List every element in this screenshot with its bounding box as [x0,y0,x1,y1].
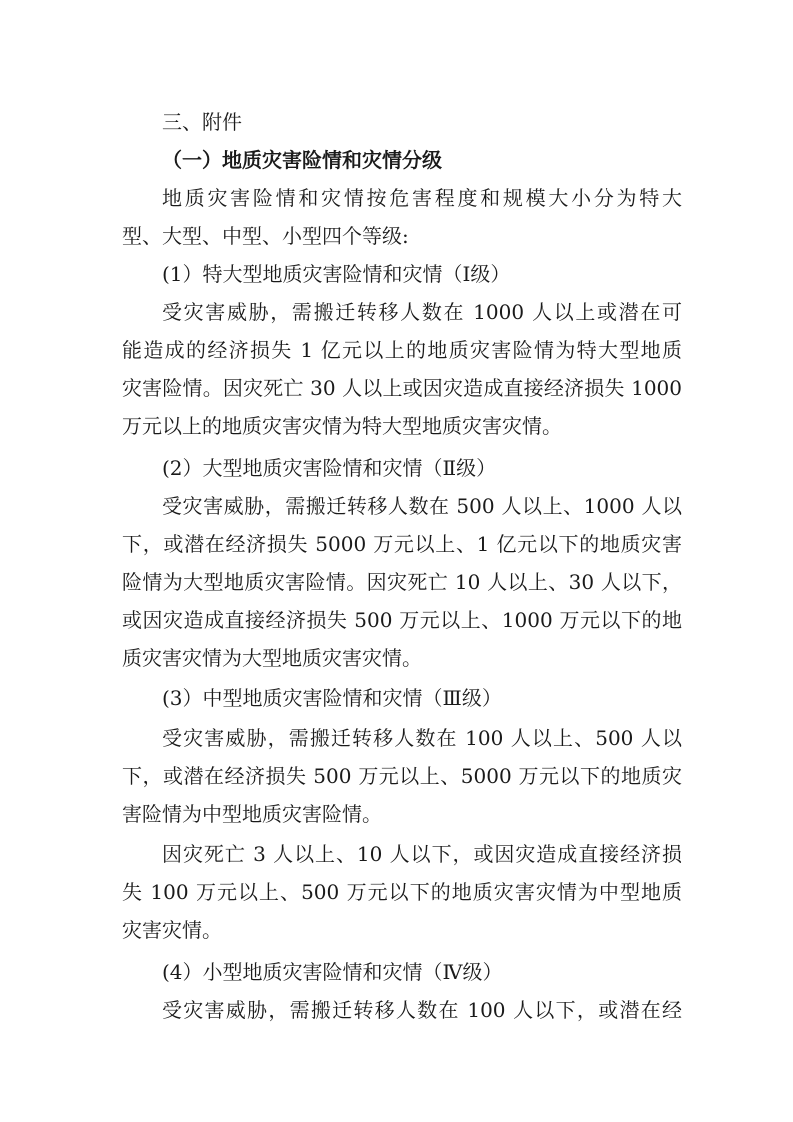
paragraph-line: 害险情为中型地质灾害险情。 [122,802,382,826]
paragraph-line: 质灾害灾情为大型地质灾害灾情。 [122,646,422,670]
paragraph-line: 万元以上的地质灾害灾情为特大型地质灾害灾情。 [122,414,562,438]
paragraph-line: 下，或潜在经济损失 500 万元以上、5000 万元以下的地质灾 [122,764,682,788]
paragraph-line: 或因灾造成直接经济损失 500 万元以上、1000 万元以下的地 [122,608,682,632]
paragraph-line: 灾害险情。因灾死亡 30 人以上或因灾造成直接经济损失 1000 [122,376,682,400]
level-heading-2: (2）大型地质灾害险情和灾情（Ⅱ级） [162,456,497,480]
paragraph-line: 受灾害威胁，需搬迁转移人数在 500 人以上、1000 人以 [162,494,682,518]
subsection-heading: （一）地质灾害险情和灾情分级 [162,148,442,172]
level-heading-4: (4）小型地质灾害险情和灾情（Ⅳ级） [162,960,503,984]
paragraph-line: 地质灾害险情和灾情按危害程度和规模大小分为特大 [162,186,682,210]
paragraph-line: 受灾害威胁，需搬迁转移人数在 1000 人以上或潜在可 [162,300,682,324]
section-heading: 三、附件 [162,110,242,134]
paragraph-line: 受灾害威胁，需搬迁转移人数在 100 人以下，或潜在经 [162,998,682,1022]
level-heading-1: (1）特大型地质灾害险情和灾情（Ⅰ级） [162,262,511,286]
paragraph-line: 受灾害威胁，需搬迁转移人数在 100 人以上、500 人以 [162,726,682,750]
paragraph-line: 能造成的经济损失 1 亿元以上的地质灾害险情为特大型地质 [122,338,682,362]
level-heading-3: (3）中型地质灾害险情和灾情（Ⅲ级） [162,686,502,710]
paragraph-line: 型、大型、中型、小型四个等级: [122,224,409,248]
paragraph-line: 险情为大型地质灾害险情。因灾死亡 10 人以上、30 人以下， [122,570,682,594]
paragraph-line: 下，或潜在经济损失 5000 万元以上、1 亿元以下的地质灾害 [122,532,682,556]
paragraph-line: 失 100 万元以上、500 万元以下的地质灾害灾情为中型地质 [122,880,682,904]
paragraph-line: 灾害灾情。 [122,918,222,942]
paragraph-line: 因灾死亡 3 人以上、10 人以下，或因灾造成直接经济损 [162,842,682,866]
